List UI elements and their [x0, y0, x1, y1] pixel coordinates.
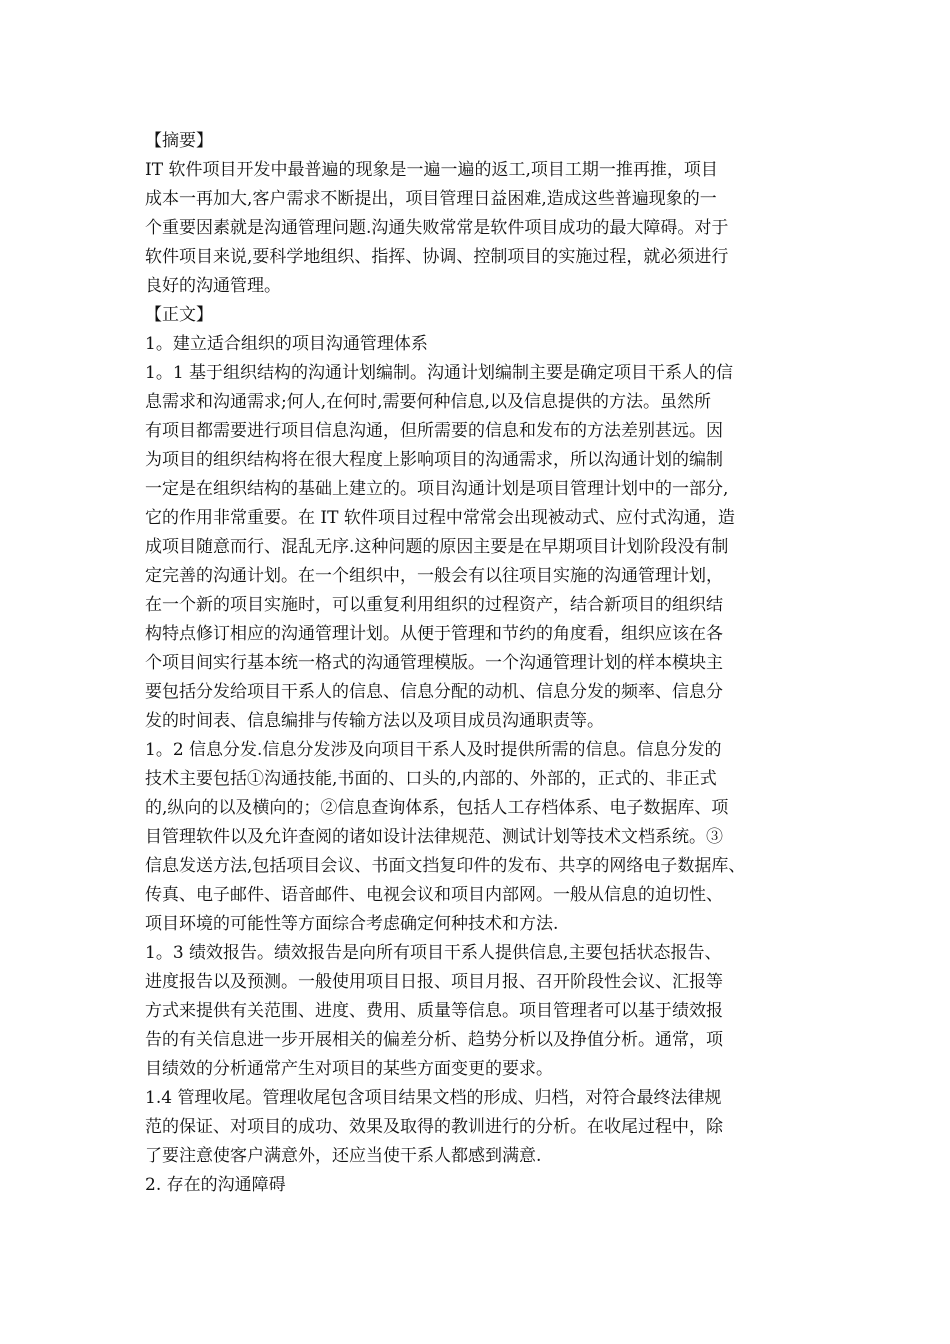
section-1-2-line: 技术主要包括①沟通技能,书面的、口头的,内部的、外部的，正式的、非正式 [145, 769, 717, 789]
section-1-1-line: 一定是在组织结构的基础上建立的。项目沟通计划是项目管理计划中的一部分, [145, 479, 729, 499]
section-1-1-line: 定完善的沟通计划。在一个组织中，一般会有以往项目实施的沟通管理计划， [145, 566, 723, 586]
section-1-2-line: 1。2 信息分发.信息分发涉及向项目干系人及时提供所需的信息。信息分发的 [145, 740, 722, 760]
body-heading: 【正文】 [145, 305, 213, 325]
section-1-1-line: 要包括分发给项目干系人的信息、信息分配的动机、信息分发的频率、信息分 [145, 682, 723, 702]
section-1-2-line: 项目环境的可能性等方面综合考虑确定何种技术和方法. [145, 914, 559, 934]
section-1-4-line: 范的保证、对项目的成功、效果及取得的教训进行的分析。在收尾过程中，除 [145, 1117, 723, 1137]
section-1-1-line: 个项目间实行基本统一格式的沟通管理模版。一个沟通管理计划的样本模块主 [145, 653, 723, 673]
section-1-1-line: 有项目都需要进行项目信息沟通，但所需要的信息和发布的方法差别甚远。因 [145, 421, 723, 441]
section-1-2-line: 目管理软件以及允许查阅的诸如设计法律规范、测试计划等技术文档系统。③ [145, 827, 723, 847]
section-1-3-line: 目绩效的分析通常产生对项目的某些方面变更的要求。 [145, 1059, 553, 1079]
section-1-1-line: 成项目随意而行、混乱无序.这种问题的原因主要是在早期项目计划阶段没有制 [145, 537, 729, 557]
section-1-2-line: 的,纵向的以及横向的；②信息查询体系，包括人工存档体系、电子数据库、项 [145, 798, 729, 818]
section-1-2-line: 传真、电子邮件、语音邮件、电视会议和项目内部网。一般从信息的迫切性、 [145, 885, 723, 905]
section-1-1-line: 构特点修订相应的沟通管理计划。从便于管理和节约的角度看，组织应该在各 [145, 624, 723, 644]
abstract-line: 软件项目来说,要科学地组织、指挥、协调、控制项目的实施过程，就必须进行 [145, 247, 729, 267]
document-body [145, 127, 825, 1200]
section-1-1-line: 在一个新的项目实施时，可以重复利用组织的过程资产，结合新项目的组织结 [145, 595, 723, 615]
section-1-4-line: 了要注意使客户满意外，还应当使干系人都感到满意. [145, 1146, 542, 1166]
section-1-1-line: 息需求和沟通需求;何人,在何时,需要何种信息,以及信息提供的方法。虽然所 [145, 392, 711, 412]
abstract-line: 成本一再加大,客户需求不断提出，项目管理日益困难,造成这些普遍现象的一 [145, 189, 717, 209]
section-1-3-line: 进度报告以及预测。一般使用项目日报、项目月报、召开阶段性会议、汇报等 [145, 972, 723, 992]
section-1-3-line: 1。3 绩效报告。绩效报告是向所有项目干系人提供信息,主要包括状态报告、 [145, 943, 722, 963]
section-1-3-line: 告的有关信息进一步开展相关的偏差分析、趋势分析以及挣值分析。通常，项 [145, 1030, 723, 1050]
section-1-1-line: 为项目的组织结构将在很大程度上影响项目的沟通需求，所以沟通计划的编制 [145, 450, 723, 470]
abstract-heading: 【摘要】 [145, 131, 213, 151]
section-1-3-line: 方式来提供有关范围、进度、费用、质量等信息。项目管理者可以基于绩效报 [145, 1001, 723, 1021]
abstract-line: IT 软件项目开发中最普遍的现象是一遍一遍的返工,项目工期一推再推，项目 [145, 160, 718, 180]
section-heading-1: 1。建立适合组织的项目沟通管理体系 [145, 334, 428, 354]
abstract-line: 个重要因素就是沟通管理问题.沟通失败常常是软件项目成功的最大障碍。对于 [145, 218, 729, 238]
section-1-1-line: 发的时间表、信息编排与传输方法以及项目成员沟通职责等。 [145, 711, 604, 731]
section-1-1-line: 它的作用非常重要。在 IT 软件项目过程中常常会出现被动式、应付式沟通，造 [145, 508, 735, 528]
section-heading-2: 2. 存在的沟通障碍 [145, 1175, 286, 1195]
section-1-2-line: 信息发送方法,包括项目会议、书面文挡复印件的发布、共享的网络电子数据库、 [145, 856, 746, 876]
section-1-1-line: 1。1 基于组织结构的沟通计划编制。沟通计划编制主要是确定项目干系人的信 [145, 363, 734, 383]
abstract-line: 良好的沟通管理。 [145, 276, 281, 296]
section-1-4-line: 1.4 管理收尾。管理收尾包含项目结果文档的形成、归档，对符合最终法律规 [145, 1088, 722, 1108]
